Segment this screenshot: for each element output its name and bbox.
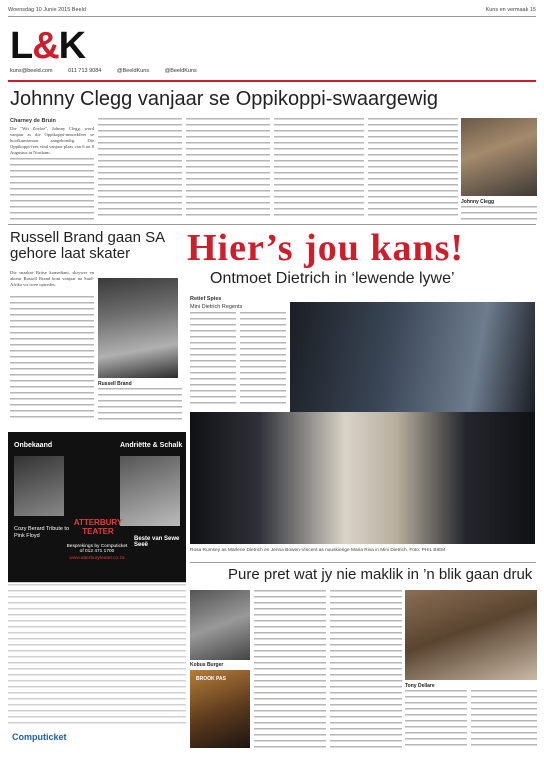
subheadline-promo: Ontmoet Dietrich in ‘lewende lywe’ bbox=[210, 270, 455, 287]
byline-clegg: Charney de Bruin bbox=[10, 118, 56, 124]
photo-johnny-clegg bbox=[461, 118, 537, 196]
photo-caption-brand: Russell Brand bbox=[98, 381, 132, 387]
article-column bbox=[98, 388, 182, 422]
contact-strip bbox=[10, 68, 538, 74]
twitter-handle-2: @BeeldKuns bbox=[164, 68, 197, 74]
ad-listings bbox=[8, 584, 186, 724]
ad-website: www.atterburyteater.co.za bbox=[69, 556, 125, 561]
section-logo: L&K bbox=[10, 25, 86, 67]
ad-brand: ATTERBURY TEATER bbox=[73, 518, 123, 536]
article-column bbox=[330, 590, 402, 750]
byline-promo-sub: Mini Dietrich Regents bbox=[190, 304, 243, 310]
article-column bbox=[98, 118, 182, 220]
ad-show-2: Andriëtte & Schalk bbox=[120, 442, 183, 449]
section-page: Kuns en vermaak 15 bbox=[485, 7, 536, 13]
photo-tony bbox=[405, 590, 537, 680]
photo-caption-clegg: Johnny Clegg bbox=[461, 199, 495, 205]
article-column bbox=[471, 690, 537, 750]
article-column bbox=[274, 118, 364, 220]
article-column bbox=[461, 206, 537, 220]
article-text-brand: Die snaakse Britse komediant, skrywer en akteur Russell Brand kom vanjaar na Suid-Afrika vir twee optredes. bbox=[10, 270, 94, 288]
article-column bbox=[405, 690, 467, 750]
headline-pure-pret: Pure pret wat jy nie maklik in ’n blik gaan druk bbox=[228, 566, 533, 583]
ad-promo: Beste van Sewe Seeë bbox=[134, 536, 180, 548]
photo-russell-brand bbox=[98, 278, 178, 378]
promo-box-title: BROOK PAS bbox=[196, 676, 226, 682]
page-date: Woensdag 10 Junie 2015 Beeld bbox=[8, 7, 86, 13]
headline-brand: Russell Brand gaan SA gehore laat skater bbox=[10, 229, 165, 262]
headline-clegg: Johnny Clegg vanjaar se Oppikoppi-swaargewig bbox=[10, 88, 439, 110]
divider bbox=[190, 562, 536, 563]
photo-caption-tony: Tony Dellare bbox=[405, 683, 435, 689]
article-column bbox=[368, 118, 458, 220]
headline-promo: Hier’s jou kans! bbox=[187, 227, 465, 269]
article-column bbox=[186, 118, 270, 220]
section-divider bbox=[8, 80, 536, 82]
email-text: kuns@beeld.com bbox=[10, 68, 53, 74]
twitter-handle: @BeeldKuns bbox=[116, 68, 150, 74]
photo-caption-kobus: Kobus Burger bbox=[190, 662, 224, 668]
article-column bbox=[190, 312, 236, 408]
article-column bbox=[254, 590, 326, 750]
ad-show-1: Onbekaand bbox=[14, 442, 53, 449]
ad-booking: Besprekings by Computicket of 012 471 1700 bbox=[66, 544, 128, 554]
photo-kobus bbox=[190, 590, 250, 660]
article-text-clegg: Die "Wit Zoeloe", Johnny Clegg, word vanjaar as die Oppikoppi-musiekfees se hoofkunstenaar aangekondig. Die Oppikoppi-fees vind vanjaar plaas van 6 tot 8 Augustus in Northam. bbox=[10, 126, 94, 156]
byline-promo: Retief Spies bbox=[190, 296, 222, 302]
photo-stage-scene bbox=[290, 302, 535, 412]
ad-vendor: Computicket bbox=[12, 732, 67, 742]
page-header bbox=[8, 6, 536, 17]
article-column bbox=[10, 158, 94, 220]
ad-show-3: Cozy Berard Tribute to Pink Floyd bbox=[14, 526, 70, 539]
photo-stage-scene-2 bbox=[190, 412, 535, 544]
article-column bbox=[240, 312, 286, 408]
article-column bbox=[10, 296, 94, 422]
divider bbox=[8, 224, 536, 225]
phone-text: 011 713 9084 bbox=[68, 68, 102, 74]
photo-caption-promo: Rosa Rumsey as Marlene Dietrich en Jenna Bowen-Vincent as nuuskierige Maria Riva in Mini Dietrich. Foto: PHIL BIEM bbox=[190, 548, 446, 553]
